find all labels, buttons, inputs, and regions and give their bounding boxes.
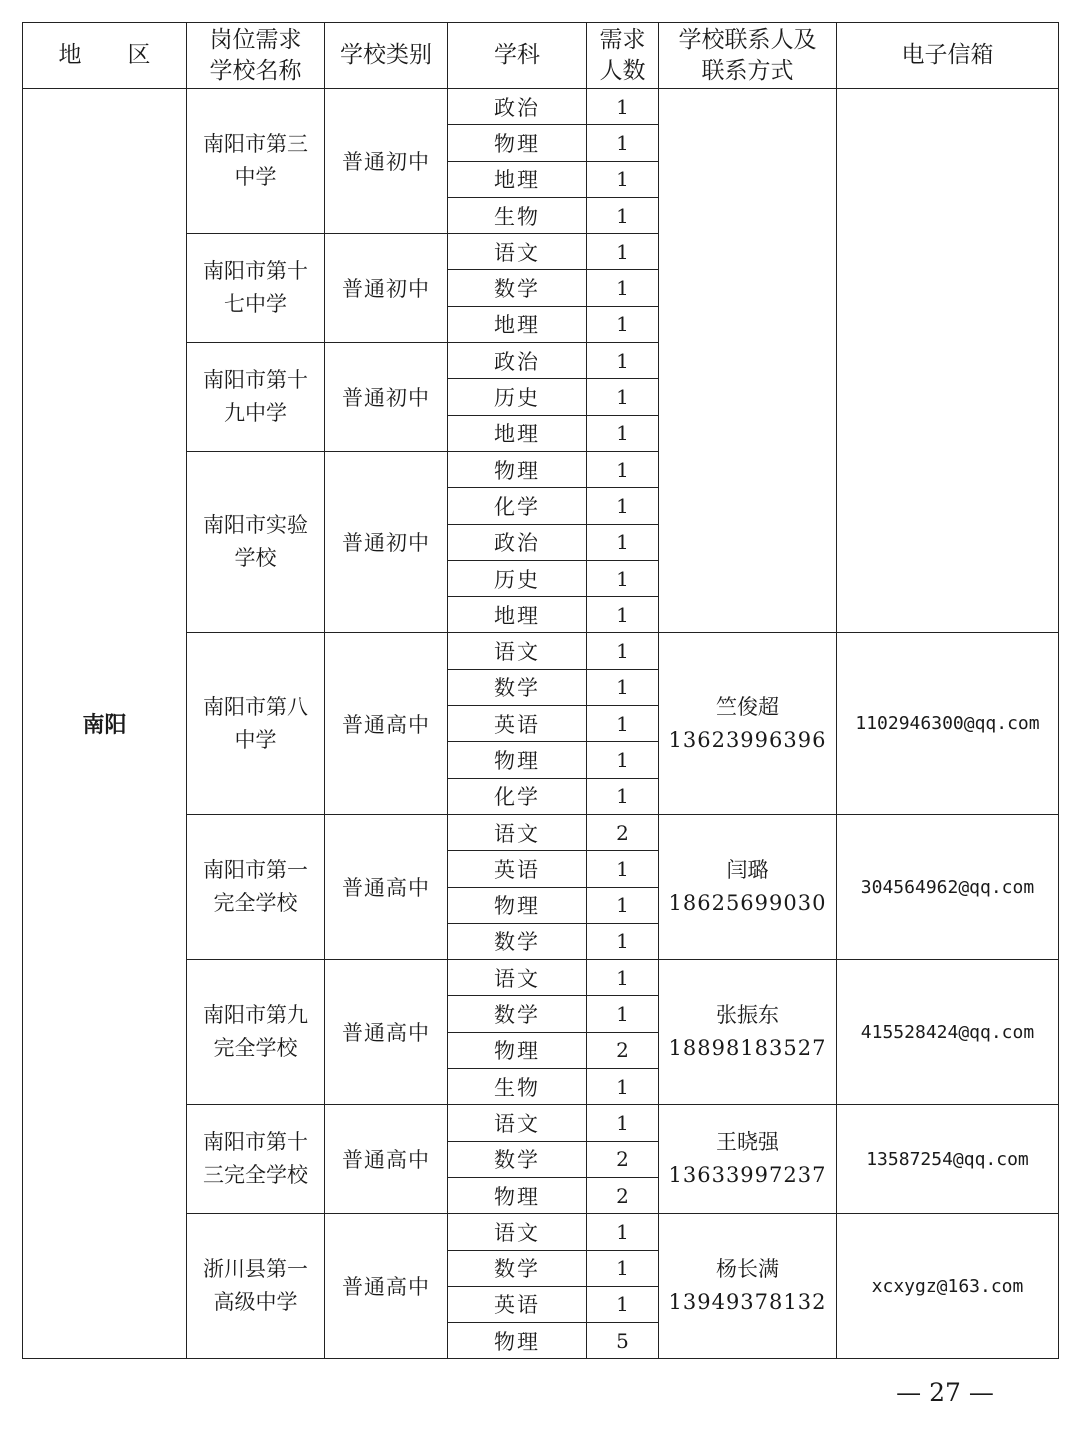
subject-cell: 地理 (448, 161, 587, 197)
school-name-cell (187, 89, 325, 234)
subject-cell: 化学 (448, 488, 587, 524)
contact-name: 张振东 (716, 1003, 779, 1028)
table-row (23, 89, 1059, 125)
contact-name: 杨长满 (716, 1257, 779, 1282)
header-email-label: 电子信箱 (901, 42, 994, 68)
count-cell: 1 (587, 270, 659, 306)
header-region-label: 地 区 (58, 42, 151, 68)
count-cell: 1 (587, 1069, 659, 1105)
email-cell: 1102946300@qq.com (837, 633, 1059, 814)
count-cell: 1 (587, 1286, 659, 1322)
subject-cell: 物理 (448, 125, 587, 161)
header-school-type-label: 学校类别 (340, 42, 432, 68)
subject-cell: 政治 (448, 343, 587, 379)
count-cell: 1 (587, 89, 659, 125)
subject-cell: 语文 (448, 1105, 587, 1141)
header-school-name-line2: 学校名称 (209, 57, 302, 84)
subject-cell: 政治 (448, 89, 587, 125)
subject-cell: 语文 (448, 234, 587, 270)
header-contact-line2: 联系方式 (701, 57, 794, 84)
subject-cell: 语文 (448, 814, 587, 850)
contact-cell (659, 960, 837, 1105)
count-cell: 1 (587, 125, 659, 161)
count-cell: 1 (587, 597, 659, 633)
header-region (23, 23, 187, 89)
school-name-line2: 三完全学校 (203, 1163, 308, 1188)
count-cell: 1 (587, 633, 659, 669)
contact-phone: 18898183527 (668, 1036, 827, 1061)
school-name-line2: 中学 (234, 165, 277, 190)
school-type-cell: 普通初中 (325, 89, 448, 234)
count-cell: 1 (587, 960, 659, 996)
header-count-line1: 需求 (599, 26, 646, 53)
count-cell: 1 (587, 560, 659, 596)
school-name-cell (187, 1105, 325, 1214)
subject-cell: 物理 (448, 451, 587, 487)
school-name-line1: 浙川县第一 (203, 1257, 308, 1282)
school-name-line2: 高级中学 (213, 1290, 298, 1315)
region-cell: 南阳 (23, 89, 187, 1359)
count-cell: 1 (587, 1105, 659, 1141)
email-cell: xcxygz@163.com (837, 1214, 1059, 1359)
school-name-line1: 南阳市第一 (203, 858, 308, 883)
school-name-cell (187, 814, 325, 959)
subject-cell: 语文 (448, 1214, 587, 1250)
subject-cell: 英语 (448, 1286, 587, 1322)
school-type-cell: 普通高中 (325, 960, 448, 1105)
contact-cell (659, 1214, 837, 1359)
school-name-line2: 中学 (234, 727, 277, 752)
recruitment-table (22, 22, 1059, 1359)
school-name-cell (187, 234, 325, 343)
school-name-line1: 南阳市第三 (203, 132, 308, 157)
email-cell: 415528424@qq.com (837, 960, 1059, 1105)
count-cell: 2 (587, 1141, 659, 1177)
header-count-line2: 人数 (599, 57, 646, 84)
header-contact-line1: 学校联系人及 (678, 26, 817, 53)
subject-cell: 语文 (448, 960, 587, 996)
header-contact (659, 23, 837, 89)
school-name-cell (187, 960, 325, 1105)
count-cell: 5 (587, 1323, 659, 1359)
school-type-cell: 普通高中 (325, 814, 448, 959)
email-cell: 13587254@qq.com (837, 1105, 1059, 1214)
recruitment-table-container (22, 22, 1058, 1359)
count-cell: 1 (587, 161, 659, 197)
count-cell: 1 (587, 742, 659, 778)
count-cell: 1 (587, 451, 659, 487)
school-type-cell: 普通高中 (325, 1214, 448, 1359)
contact-name: 王晓强 (716, 1130, 779, 1155)
count-cell: 1 (587, 923, 659, 959)
school-name-line1: 南阳市第十 (203, 1130, 308, 1155)
count-cell: 1 (587, 996, 659, 1032)
count-cell: 1 (587, 887, 659, 923)
subject-cell: 数学 (448, 923, 587, 959)
subject-cell: 语文 (448, 633, 587, 669)
contact-phone: 13623996396 (668, 727, 827, 752)
school-name-cell (187, 633, 325, 814)
school-name-cell (187, 1214, 325, 1359)
count-cell: 2 (587, 1032, 659, 1068)
school-name-line1: 南阳市第八 (203, 694, 308, 719)
contact-cell (659, 1105, 837, 1214)
header-row (23, 23, 1059, 89)
school-type-cell: 普通高中 (325, 633, 448, 814)
count-cell: 1 (587, 524, 659, 560)
email-cell-empty (837, 89, 1059, 633)
subject-cell: 数学 (448, 1141, 587, 1177)
subject-cell: 物理 (448, 1177, 587, 1213)
subject-cell: 数学 (448, 270, 587, 306)
subject-cell: 数学 (448, 669, 587, 705)
subject-cell: 政治 (448, 524, 587, 560)
contact-name: 竺俊超 (716, 694, 779, 719)
contact-name: 闫璐 (726, 858, 769, 883)
header-school-name-line1: 岗位需求 (209, 26, 302, 53)
subject-cell: 数学 (448, 996, 587, 1032)
contact-phone: 13949378132 (668, 1290, 827, 1315)
count-cell: 1 (587, 379, 659, 415)
school-name-line1: 南阳市第十 (203, 368, 308, 393)
school-name-line2: 学校 (234, 546, 277, 571)
table-body (23, 89, 1059, 1359)
count-cell: 1 (587, 197, 659, 233)
count-cell: 1 (587, 234, 659, 270)
school-name-line2: 完全学校 (213, 1036, 298, 1061)
count-cell: 1 (587, 669, 659, 705)
contact-cell (659, 814, 837, 959)
subject-cell: 英语 (448, 706, 587, 742)
school-type-cell: 普通高中 (325, 1105, 448, 1214)
contact-cell-empty (659, 89, 837, 633)
school-type-cell: 普通初中 (325, 234, 448, 343)
subject-cell: 数学 (448, 1250, 587, 1286)
school-type-cell: 普通初中 (325, 451, 448, 632)
count-cell: 1 (587, 306, 659, 342)
header-email (837, 23, 1059, 89)
subject-cell: 物理 (448, 887, 587, 923)
email-cell: 304564962@qq.com (837, 814, 1059, 959)
count-cell: 2 (587, 814, 659, 850)
count-cell: 1 (587, 1214, 659, 1250)
subject-cell: 地理 (448, 597, 587, 633)
header-school-type (325, 23, 448, 89)
school-name-line1: 南阳市第九 (203, 1003, 308, 1028)
header-school-name (187, 23, 325, 89)
count-cell: 1 (587, 706, 659, 742)
header-subject-label: 学科 (494, 42, 540, 68)
page-number: — 27 — (896, 1378, 994, 1407)
contact-phone: 18625699030 (668, 891, 827, 916)
school-name-line1: 南阳市第十 (203, 259, 308, 284)
header-subject (448, 23, 587, 89)
school-name-line2: 完全学校 (213, 891, 298, 916)
school-name-cell (187, 343, 325, 452)
count-cell: 2 (587, 1177, 659, 1213)
count-cell: 1 (587, 415, 659, 451)
count-cell: 1 (587, 1250, 659, 1286)
school-name-line2: 九中学 (224, 401, 287, 426)
subject-cell: 生物 (448, 1069, 587, 1105)
subject-cell: 物理 (448, 1032, 587, 1068)
count-cell: 1 (587, 343, 659, 379)
subject-cell: 物理 (448, 742, 587, 778)
count-cell: 1 (587, 488, 659, 524)
contact-phone: 13633997237 (668, 1163, 827, 1188)
subject-cell: 英语 (448, 851, 587, 887)
count-cell: 1 (587, 778, 659, 814)
header-count (587, 23, 659, 89)
school-type-cell: 普通初中 (325, 343, 448, 452)
subject-cell: 物理 (448, 1323, 587, 1359)
subject-cell: 地理 (448, 415, 587, 451)
subject-cell: 生物 (448, 197, 587, 233)
school-name-cell (187, 451, 325, 632)
subject-cell: 历史 (448, 379, 587, 415)
school-name-line1: 南阳市实验 (203, 513, 308, 538)
count-cell: 1 (587, 851, 659, 887)
contact-cell (659, 633, 837, 814)
school-name-line2: 七中学 (224, 292, 287, 317)
subject-cell: 地理 (448, 306, 587, 342)
subject-cell: 化学 (448, 778, 587, 814)
subject-cell: 历史 (448, 560, 587, 596)
